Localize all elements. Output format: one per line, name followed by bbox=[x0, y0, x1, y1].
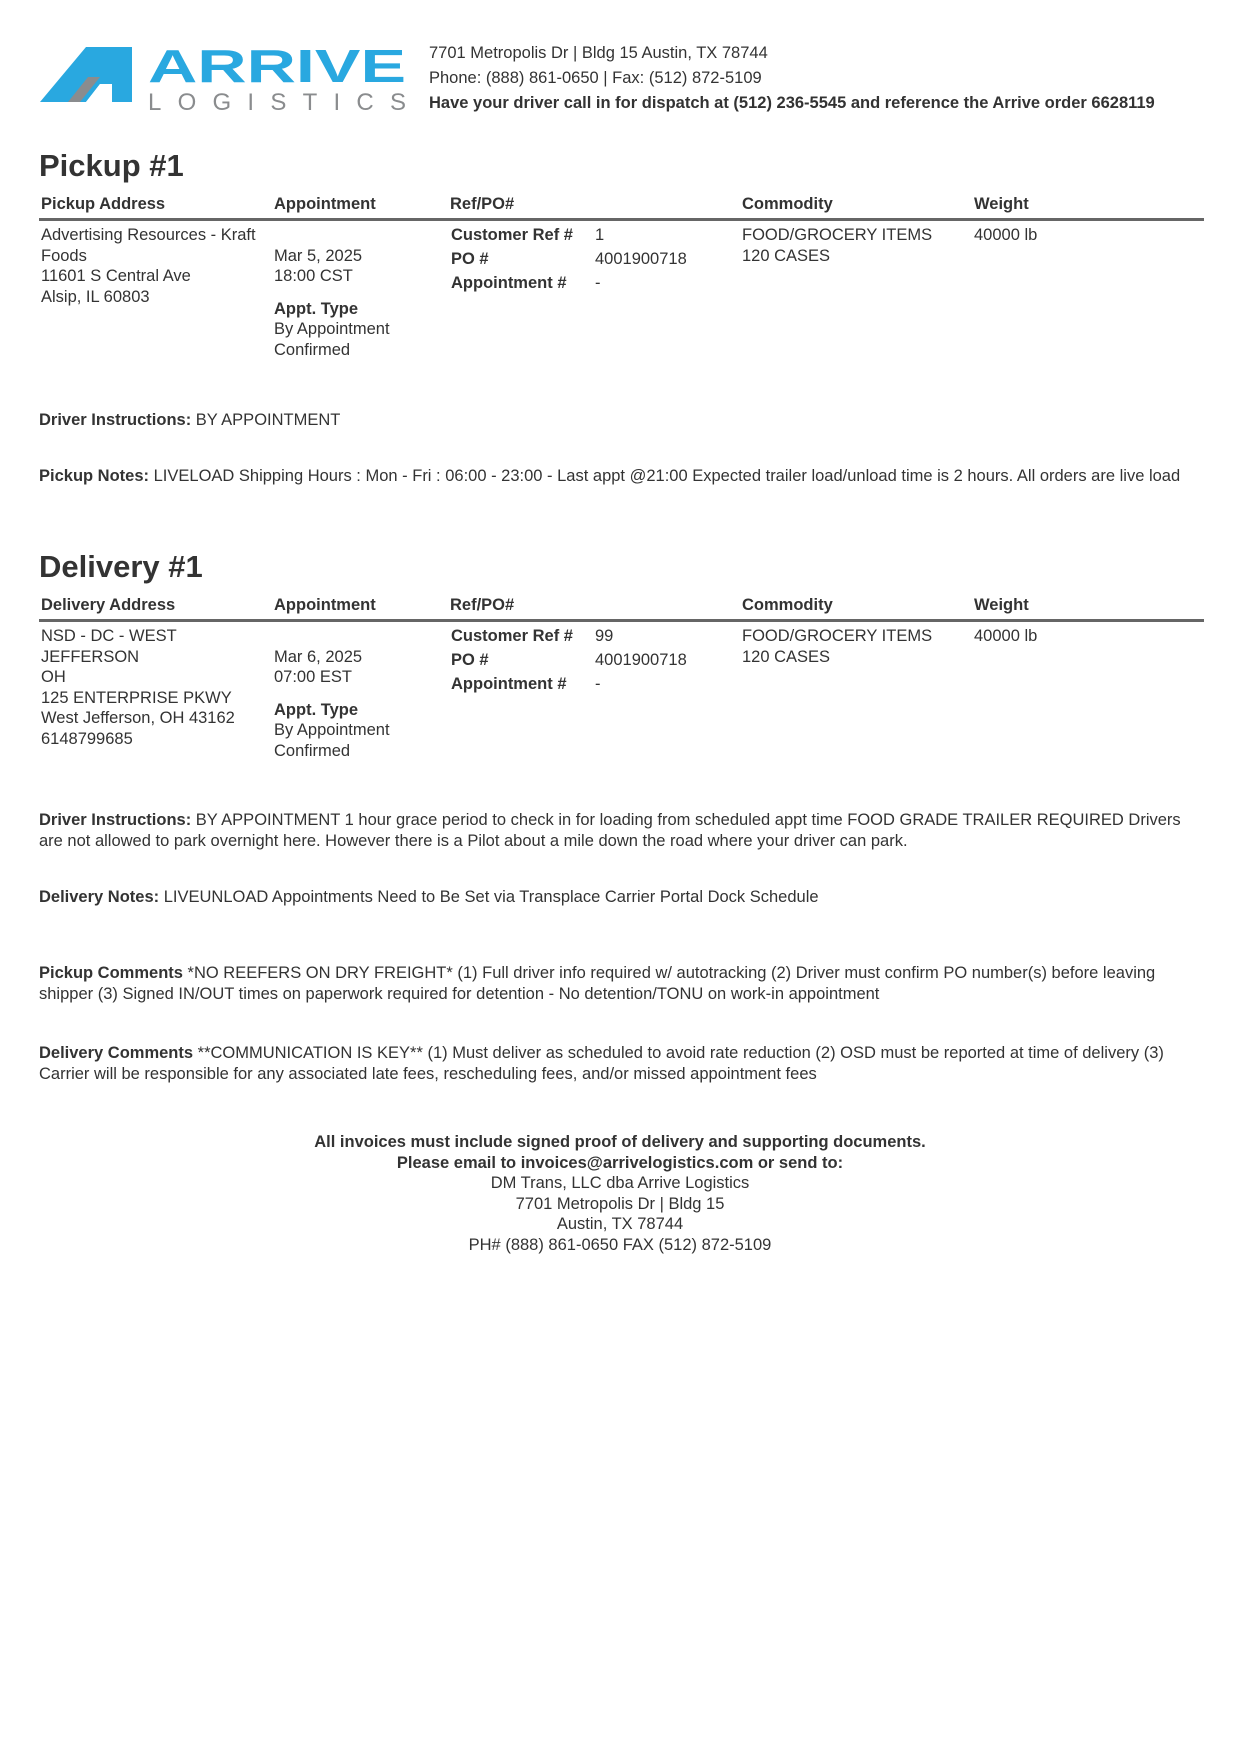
ref-row bbox=[451, 225, 687, 249]
appt-type: By Appointment bbox=[274, 721, 390, 739]
company-address: 7701 Metropolis Dr | Bldg 15 Austin, TX 78744 bbox=[429, 44, 768, 62]
label: Driver Instructions: bbox=[39, 411, 192, 429]
header-commodity: Commodity bbox=[742, 596, 833, 614]
header-weight: Weight bbox=[974, 195, 1029, 213]
header-appointment: Appointment bbox=[274, 596, 376, 614]
address-line: Advertising Resources - Kraft bbox=[41, 226, 256, 244]
header-ref: Ref/PO# bbox=[450, 596, 515, 614]
logo-subtitle: LOGISTICS bbox=[148, 89, 406, 112]
appt-type-label: Appt. Type bbox=[274, 700, 359, 719]
text: *NO REEFERS ON DRY FREIGHT* (1) Full driver info required w/ autotracking (2) Driver must confirm PO number(s) before leaving shipper (3) Signed IN/OUT times on paperwork required for detention - No detention/TONU on work-in appointment bbox=[39, 964, 1156, 1003]
company-info bbox=[429, 41, 1155, 116]
ref-value: - bbox=[595, 675, 601, 693]
invoice-footer bbox=[0, 1132, 1240, 1255]
header-ref: Ref/PO# bbox=[450, 195, 515, 213]
pickup-column-headers bbox=[39, 192, 1204, 221]
appt-type: By Appointment bbox=[274, 320, 390, 338]
ref-label: Customer Ref # bbox=[451, 226, 573, 244]
text: LIVELOAD Shipping Hours : Mon - Fri : 06:00 - 23:00 - Last appt @21:00 Expected trailer load/unload time is 2 hours. All orders are live load bbox=[149, 467, 1181, 485]
pickup-section bbox=[39, 148, 1204, 391]
arrive-logistics-logo bbox=[40, 44, 408, 112]
company-phone: Phone: (888) 861-0650 | Fax: (512) 872-5109 bbox=[429, 69, 762, 87]
text: BY APPOINTMENT bbox=[191, 411, 341, 429]
delivery-weight: 40000 lb bbox=[974, 627, 1038, 645]
appt-type-label: Appt. Type bbox=[274, 299, 359, 318]
pickup-address bbox=[41, 225, 271, 307]
ref-label: PO # bbox=[451, 651, 489, 669]
pickup-commodity bbox=[742, 225, 932, 266]
address-line: West Jefferson, OH 43162 bbox=[41, 709, 235, 727]
pickup-appointment bbox=[274, 225, 390, 360]
remit-company: DM Trans, LLC dba Arrive Logistics bbox=[490, 1174, 750, 1192]
label: Delivery Comments bbox=[39, 1044, 194, 1062]
header-weight: Weight bbox=[974, 596, 1029, 614]
delivery-details bbox=[39, 622, 1204, 792]
appt-status: Confirmed bbox=[274, 340, 351, 359]
address-line: 6148799685 bbox=[41, 729, 133, 748]
invoice-requirement: All invoices must include signed proof of delivery and supporting documents. bbox=[314, 1133, 926, 1151]
address-line: Alsip, IL 60803 bbox=[41, 287, 150, 306]
ref-value: - bbox=[595, 274, 601, 292]
ref-label: Appointment # bbox=[451, 274, 567, 292]
ref-row bbox=[451, 249, 687, 273]
text: BY APPOINTMENT 1 hour grace period to check in for loading from scheduled appt time FOOD GRADE TRAILER REQUIRED Drivers are not allowed to park overnight here. However there is a Pilot about a mile down the road where your driver can park. bbox=[39, 811, 1181, 850]
delivery-column-headers bbox=[39, 593, 1204, 622]
ref-value: 4001900718 bbox=[595, 651, 687, 669]
header-address: Delivery Address bbox=[41, 596, 176, 614]
delivery-address bbox=[41, 626, 271, 749]
commodity-line: 120 CASES bbox=[742, 246, 831, 265]
delivery-driver-instructions bbox=[39, 810, 1204, 851]
header-appointment: Appointment bbox=[274, 195, 376, 213]
delivery-notes bbox=[39, 887, 1204, 908]
pickup-title: Pickup #1 bbox=[39, 148, 184, 183]
appt-status: Confirmed bbox=[274, 741, 351, 760]
pickup-refs bbox=[451, 225, 687, 297]
ref-row bbox=[451, 650, 687, 674]
text: LIVEUNLOAD Appointments Need to Be Set via Transplace Carrier Portal Dock Schedule bbox=[159, 888, 819, 906]
delivery-comments bbox=[39, 1043, 1204, 1084]
ref-row bbox=[451, 273, 687, 297]
pickup-driver-instructions bbox=[39, 410, 1204, 431]
pickup-notes bbox=[39, 466, 1204, 487]
label: Driver Instructions: bbox=[39, 811, 192, 829]
label: Pickup Notes: bbox=[39, 467, 150, 485]
commodity-line: 120 CASES bbox=[742, 647, 831, 666]
delivery-appointment bbox=[274, 626, 390, 761]
address-line: OH bbox=[41, 668, 66, 686]
pickup-comments bbox=[39, 963, 1204, 1004]
delivery-refs bbox=[451, 626, 687, 698]
remit-street: 7701 Metropolis Dr | Bldg 15 bbox=[515, 1194, 725, 1213]
commodity-line: FOOD/GROCERY ITEMS bbox=[742, 627, 933, 645]
delivery-commodity bbox=[742, 626, 932, 667]
invoice-email-line: Please email to invoices@arrivelogistics.com or send to: bbox=[396, 1153, 844, 1172]
address-line: 125 ENTERPRISE PKWY bbox=[41, 688, 232, 707]
address-line: NSD - DC - WEST JEFFERSON bbox=[41, 627, 177, 666]
ref-row bbox=[451, 674, 687, 698]
dispatch-instructions: Have your driver call in for dispatch at (512) 236-5545 and reference the Arrive order 6628119 bbox=[429, 94, 1155, 112]
ref-label: PO # bbox=[451, 250, 489, 268]
logo-wordmark: ARRIVE bbox=[148, 44, 406, 92]
header-address: Pickup Address bbox=[41, 195, 166, 213]
label: Delivery Notes: bbox=[39, 888, 160, 906]
ref-label: Appointment # bbox=[451, 675, 567, 693]
remit-city: Austin, TX 78744 bbox=[556, 1215, 684, 1233]
address-line: Foods bbox=[41, 246, 87, 265]
ref-row bbox=[451, 626, 687, 650]
ref-value: 4001900718 bbox=[595, 250, 687, 268]
text: **COMMUNICATION IS KEY** (1) Must deliver as scheduled to avoid rate reduction (2) OSD must be reported at time of delivery (3) Carrier will be responsible for any associated late fees, rescheduling fees, and/or missed appointment fees bbox=[39, 1044, 1164, 1083]
remit-phone: PH# (888) 861-0650 FAX (512) 872-5109 bbox=[468, 1235, 772, 1254]
appt-date: Mar 5, 2025 bbox=[274, 246, 363, 265]
ref-value: 1 bbox=[595, 226, 605, 244]
header-commodity: Commodity bbox=[742, 195, 833, 213]
ref-value: 99 bbox=[595, 627, 614, 645]
label: Pickup Comments bbox=[39, 964, 183, 982]
appt-time: 18:00 CST bbox=[274, 267, 353, 285]
delivery-title: Delivery #1 bbox=[39, 549, 203, 584]
appt-date: Mar 6, 2025 bbox=[274, 647, 363, 666]
appt-time: 07:00 EST bbox=[274, 668, 352, 686]
address-line: 11601 S Central Ave bbox=[41, 267, 191, 285]
ref-label: Customer Ref # bbox=[451, 627, 573, 645]
pickup-weight: 40000 lb bbox=[974, 226, 1038, 244]
commodity-line: FOOD/GROCERY ITEMS bbox=[742, 226, 933, 244]
pickup-details bbox=[39, 221, 1204, 391]
delivery-section bbox=[39, 549, 1204, 792]
